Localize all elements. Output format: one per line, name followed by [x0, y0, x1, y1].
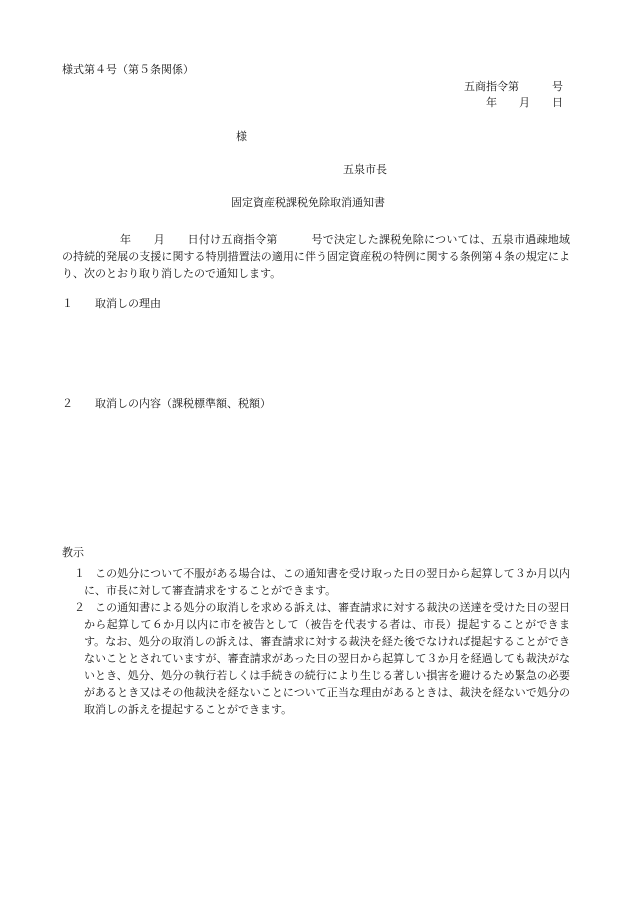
- notice-title: 教示: [62, 546, 84, 559]
- notice-item: [62, 599, 570, 718]
- notice-item: [62, 565, 570, 599]
- body-text: 年 月 日付け五商指令第 号で決定した課税免除については、五泉市過疎地域の持続的発展の支援に関する特別措置法の適用に伴う固定資産税の特例に関する条例第４条の規定により、次のとおり取り消したので通知します。: [62, 233, 570, 280]
- section-number: １: [62, 297, 73, 310]
- body-paragraph: [62, 231, 570, 282]
- section-reason: [62, 298, 161, 309]
- notice-number: １: [74, 567, 85, 580]
- issuer: 五泉市長: [343, 163, 387, 176]
- form-label: 様式第４号（第５条関係）: [62, 63, 194, 76]
- document-title: 固定資産税課税免除取消通知書: [231, 196, 385, 209]
- section-content: [62, 398, 271, 409]
- document-number: 五商指令第 号: [464, 80, 563, 93]
- notice-text: この処分について不服がある場合は、この通知書を受け取った日の翌日から起算して３か月以内に、市長に対して審査請求をすることができます。: [84, 567, 571, 597]
- notice-text: この通知書による処分の取消しを求める訴えは、審査請求に対する裁決の送達を受けた日の翌日から起算して６か月以内に市を被告として（被告を代表する者は、市長）提起することができます。なお、処分の取消しの訴えは、審査請求に対する裁決を経た後でなければ提起することができないこととされていますが、審査請求があった日の翌日から起算して３か月を経過しても裁決がないとき、処分、処分の執行若しくは手続きの続行により生じる著しい損害を避けるため緊急の必要があるとき又はその他裁決を経ないことについて正当な理由があるときは、裁決を経ないで処分の取消しの訴えを提起することができます。: [84, 601, 570, 716]
- addressee: 様: [236, 130, 247, 143]
- section-label: 取消しの理由: [95, 297, 161, 310]
- document-date: 年 月 日: [486, 96, 563, 109]
- section-number: ２: [62, 397, 73, 410]
- section-label: 取消しの内容（課税標準額、税額）: [95, 397, 271, 410]
- notice-list: [62, 565, 570, 718]
- notice-number: ２: [74, 601, 85, 614]
